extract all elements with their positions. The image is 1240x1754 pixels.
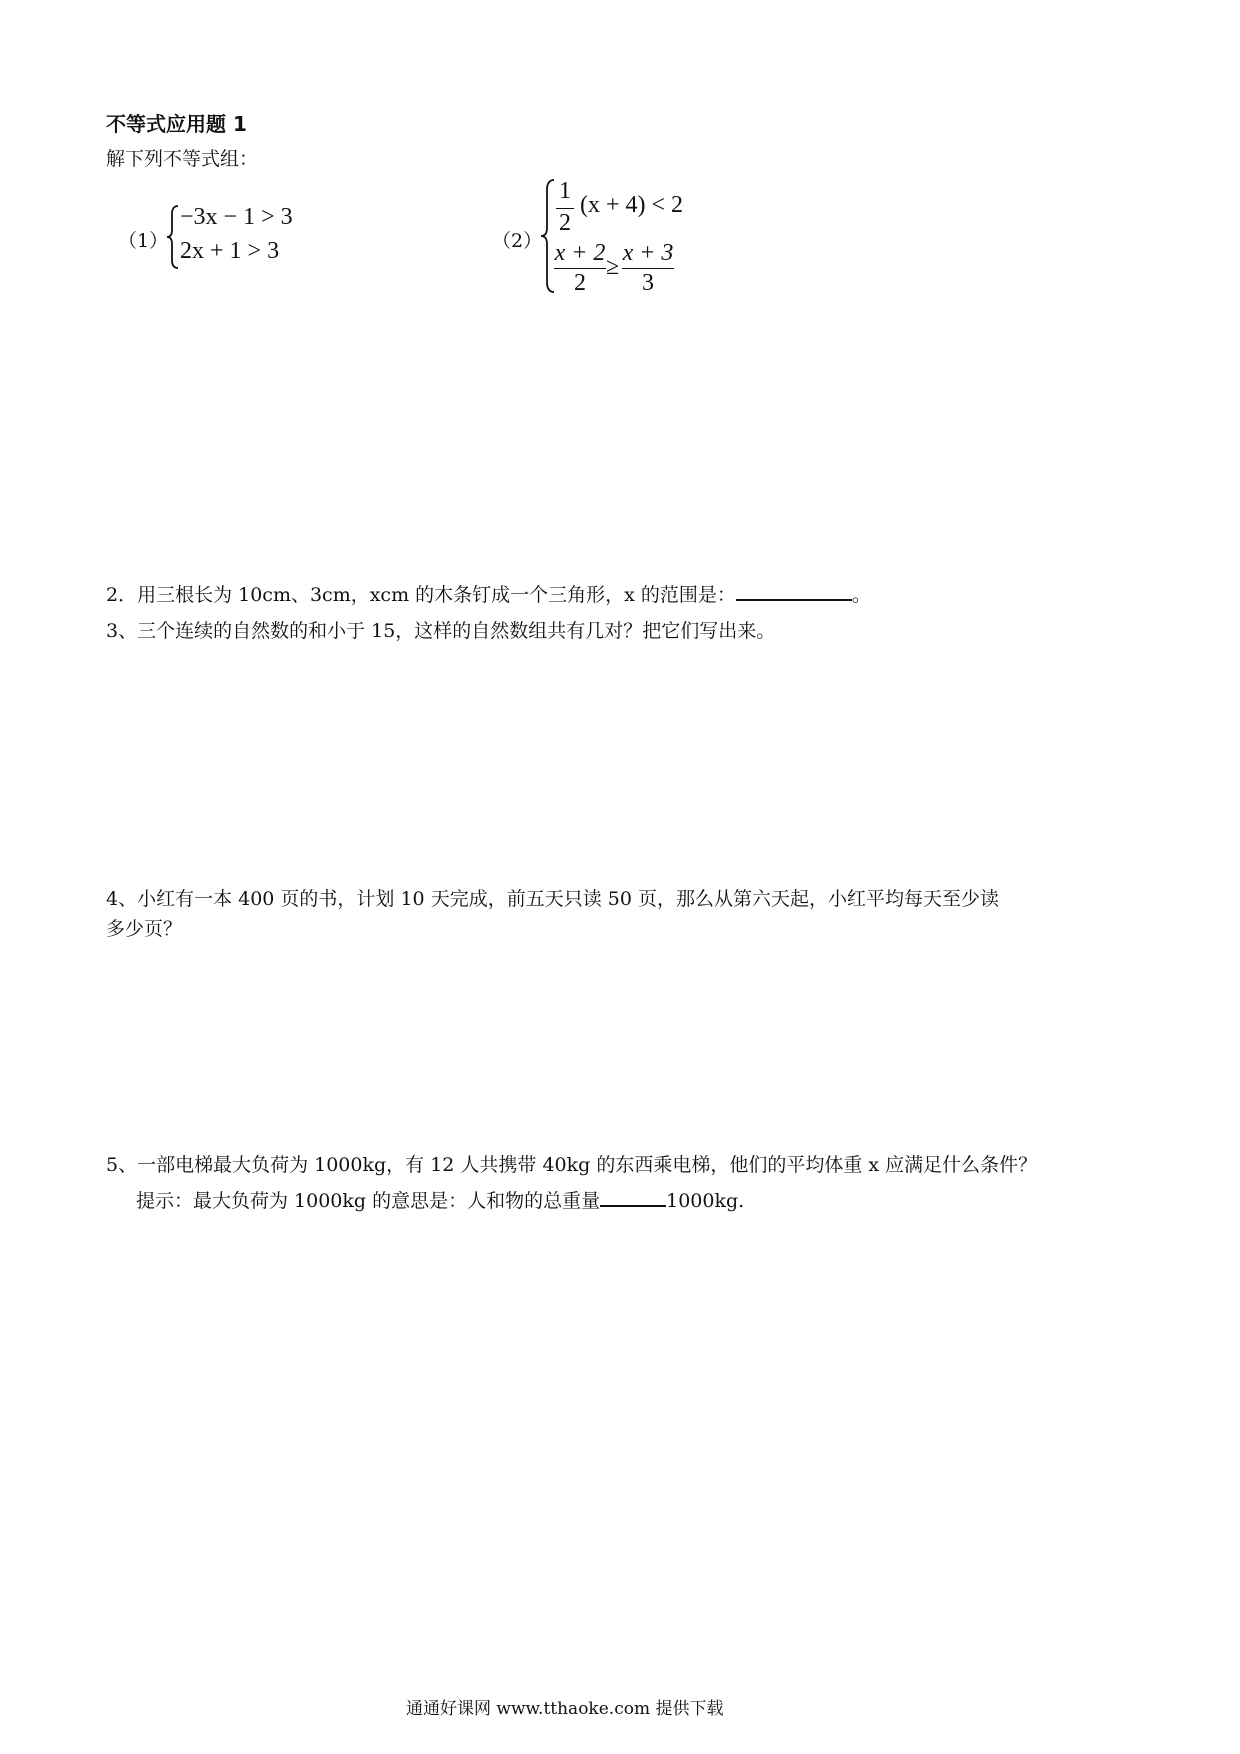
question-4-line2: 多少页？ (106, 918, 183, 940)
half-numerator: 1 (559, 178, 571, 204)
question-5-hint (136, 1186, 744, 1213)
left-numerator: x + 2 (554, 240, 606, 266)
right-fraction-line (622, 268, 674, 269)
left-denominator: 2 (574, 270, 586, 296)
footer-text: 通通好课网 www.tthaoke.com 提供下载 (406, 1699, 724, 1719)
answer-blank-q5[interactable] (600, 1205, 666, 1207)
part1-brace (166, 204, 180, 270)
part1-line1: −3x − 1 > 3 (180, 204, 293, 230)
question-2-end: 。 (851, 584, 871, 606)
part1-label: （1） (118, 230, 169, 252)
instruction-text: 解下列不等式组： (106, 148, 259, 170)
part2-line1-rest: (x + 4) < 2 (580, 192, 684, 218)
part1-line2: 2x + 1 > 3 (180, 238, 280, 264)
page-title: 不等式应用题 1 (106, 112, 247, 136)
left-fraction-line (554, 268, 606, 269)
question-5: 5、一部电梯最大负荷为 1000kg，有 12 人共携带 40kg 的东西乘电梯，他们的平均体重 x 应满足什么条件？ (106, 1154, 1038, 1176)
question-2-text: 2．用三根长为 10cm、3cm，xcm 的木条钉成一个三角形，x 的范围是： (106, 584, 736, 606)
right-numerator: x + 3 (622, 240, 674, 266)
half-fraction-line (556, 208, 574, 209)
question-3: 3、三个连续的自然数的和小于 15，这样的自然数组共有几对？把它们写出来。 (106, 620, 776, 642)
question-4-line1: 4、小红有一本 400 页的书，计划 10 天完成，前五天只读 50 页，那么从第六天起，小红平均每天至少读 (106, 888, 999, 910)
hint-suffix: 1000kg. (666, 1190, 745, 1212)
right-denominator: 3 (642, 270, 654, 296)
hint-prefix: 提示：最大负荷为 1000kg 的意思是：人和物的总重量 (136, 1190, 601, 1212)
part2-label: （2） (492, 230, 543, 252)
question-2 (106, 580, 871, 607)
half-denominator: 2 (559, 210, 571, 236)
relation-geq: ≥ (606, 254, 620, 280)
answer-blank-q2[interactable] (736, 599, 852, 601)
